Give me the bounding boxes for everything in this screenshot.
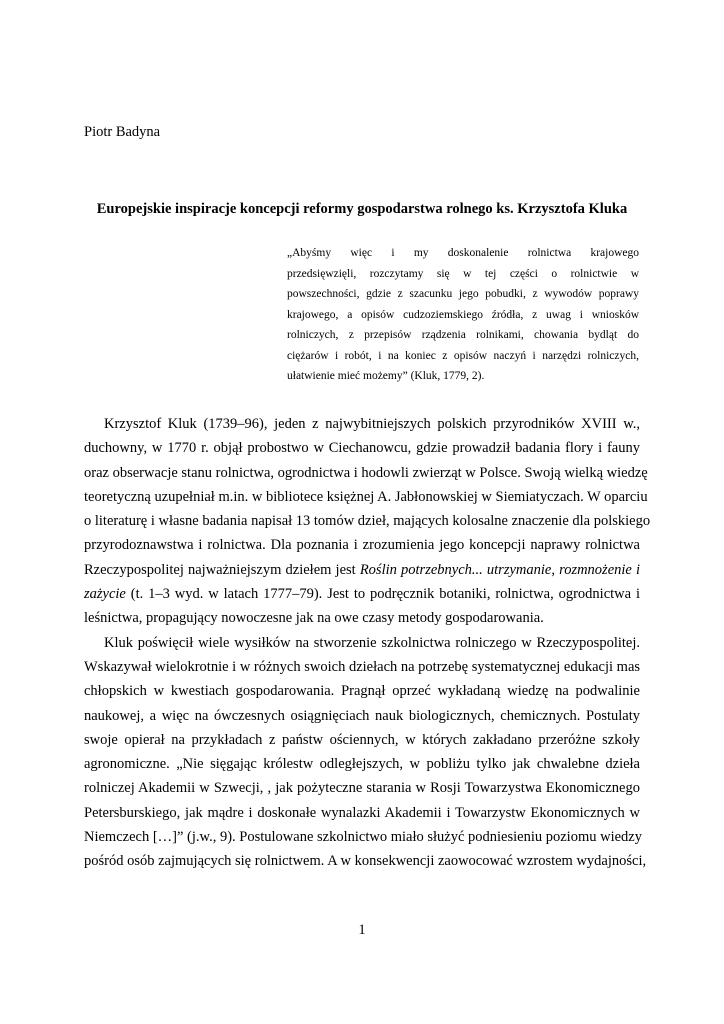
text-fragment: Rzeczypospolitej najważniejszym dziełem jest xyxy=(84,561,360,578)
text-line: teoretyczną uzupełniał m.in. w bibliotece księżnej A. Jabłonowskiej w Siemiatyczach. W oparciu xyxy=(84,488,648,505)
epigraph-line: ułatwienie mieć możemy” (Kluk, 1779, 2). xyxy=(287,370,485,382)
text-line: Niemczech […]” (j.w., 9). Postulowane szkolnictwo miało służyć podniesieniu poziomu wiedzy xyxy=(84,829,642,846)
epigraph-line: ciężarów i robót, i na koniec z opisów naczyń i narzędzi rolniczych, xyxy=(287,349,639,362)
book-title-italic: Roślin potrzebnych... utrzymanie, rozmnożenie i xyxy=(359,561,641,578)
text-line: Krzysztof Kluk (1739–96), jeden z najwybitniejszych polskich przyrodników XVIII w., xyxy=(104,416,640,432)
paper-title: Europejskie inspiracje koncepcji reformy gospodarstwa rolnego ks. Krzysztofa Kluka xyxy=(96,201,628,217)
text-line: przyrodoznawstwa i rolnictwa. Dla poznania i zrozumienia jego koncepcji naprawy rolnictwa xyxy=(84,537,640,554)
text-line: agronomiczne. „Nie sięgając królestw odległejszych, w pobliżu tylko jak chwalebne dzieła xyxy=(84,756,640,773)
epigraph-quote xyxy=(287,243,639,387)
text-line: rolniczej Akademii w Szwecji, , jak pożyteczne starania w Rosji Towarzystwa Ekonomicznego xyxy=(84,780,640,797)
page-number: 1 xyxy=(358,922,366,938)
text-fragment: (t. 1–3 wyd. w latach 1777–79). Jest to podręcznik botaniki, rolnictwa, ogrodnictwa i xyxy=(125,586,640,603)
epigraph-line: rolniczych, z przepisów rządzenia rolnikami, chowania bydląt do xyxy=(287,329,639,341)
text-line: Wskazywał wielokrotnie i w różnych swoich dziełach na potrzebę systematycznej edukacji mas xyxy=(84,658,641,675)
text-line: Petersburskiego, jak mądre i doskonałe wynalazki Akademii i Towarzystw Ekonomicznych w xyxy=(84,804,640,821)
text-line xyxy=(84,558,640,582)
paragraph-2 xyxy=(84,631,647,874)
text-line: naukowej, a więc na ówczesnych osiągnięciach nauk biologicznych, chemicznych. Postulaty xyxy=(84,707,640,724)
text-line: swoje opierał na przykładach z państw ościennych, w których zakładano przeróżne szkoły xyxy=(84,731,640,748)
epigraph-line: powszechności, gdzie z szacunku jego pobudki, z wywodów poprawy xyxy=(287,288,639,300)
text-line: o literaturę i własne badania napisał 13 tomów dzieł, mających kolosalne znaczenie dla polskiego xyxy=(84,513,651,530)
body-text xyxy=(84,412,651,874)
book-title-italic: zażycie xyxy=(84,586,126,603)
text-line: chłopskich w kwestiach gospodarowania. Pragnął oprzeć wykładaną wiedzę na podwalinie xyxy=(84,683,640,700)
text-line xyxy=(84,582,640,606)
text-line: duchowny, w 1770 r. objął probostwo w Ciechanowcu, gdzie prowadził badania flory i fauny xyxy=(84,440,640,457)
author-name: Piotr Badyna xyxy=(84,124,161,140)
epigraph-line: krajowego, a opisów cudzoziemskiego źródła, z uwag i wniosków xyxy=(287,308,639,321)
text-line: oraz obserwacje stanu rolnictwa, ogrodnictwa i hodowli zwierząt w Polsce. Swoją wielką wiedzę xyxy=(84,464,648,481)
epigraph-line: przedsięwzięli, rozczytamy się w tej części o rolnictwie w xyxy=(287,267,639,280)
text-line: Kluk poświęcił wiele wysiłków na stworzenie szkolnictwa rolniczego w Rzeczypospolitej. xyxy=(104,634,640,651)
paragraph-1 xyxy=(84,412,651,631)
epigraph-line: „Abyśmy więc i my doskonalenie rolnictwa krajowego xyxy=(287,247,639,259)
text-line: leśnictwa, propagujący nowoczesne jak na owe czasy metody gospodarowania. xyxy=(84,610,544,627)
text-line: pośród osób zajmujących się rolnictwem. A w konsekwencji zaowocować wzrostem wydajności, xyxy=(84,853,647,870)
